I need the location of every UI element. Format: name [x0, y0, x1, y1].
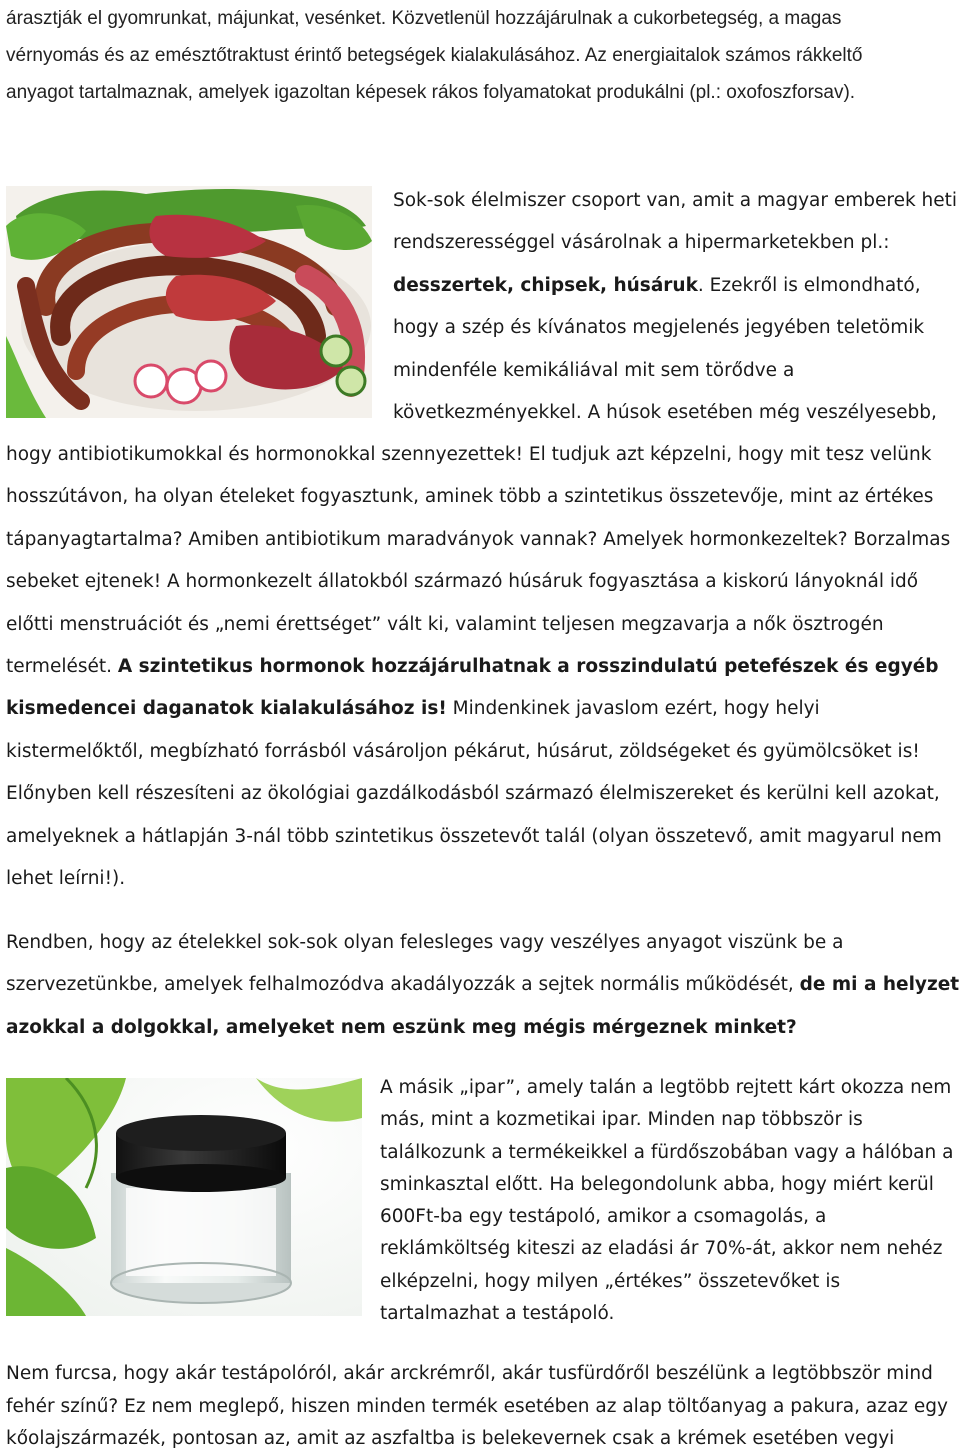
top-paragraph: [6, 0, 956, 111]
food-intro-bold: desszertek, chipsek, húsáruk: [393, 274, 698, 296]
meat-platter-image: [6, 186, 372, 418]
food-body-bold: A szintetikus hormonok hozzájárulhatnak a rosszindulatú petefészek és egyéb kismedencei daganatok kialakulásához is!: [6, 656, 939, 720]
top-line-1: árasztják el gyomrunkat, májunkat, vesénket. Közvetlenül hozzájárulnak a cukorbetegség, a magas: [6, 8, 842, 29]
top-line-2: vérnyomás és az emésztőtraktust érintő betegségek kialakulásához. Az energiaitalok számos rákkeltő: [6, 45, 863, 66]
last-paragraph: Nem furcsa, hogy akár testápolóról, akár arckrémről, akár tusfürdőről beszélünk a legtöbbször mind fehér színű? Ez nem meglepő, hiszen minden termék esetében az alap töltőanyag a pakura, azaz egy kőolajszármazék, pontosan az, amit az aszfaltba is belekevernek csak a krémek esetében vegyi: [6, 1363, 948, 1449]
top-line-3: anyagot tartalmaznak, amelyek igazoltan képesek rákos folyamatokat produkálni (pl.: oxofoszforsav).: [6, 82, 856, 103]
transition-bold: de mi a helyzet azokkal a dolgokkal, amelyeket nem eszünk meg mégis mérgeznek minket?: [6, 974, 960, 1038]
food-body-text-2: Mindenkinek javaslom ezért, hogy helyi kistermelőktől, megbízható forrásból vásároljon pékárut, húsárut, zöldségeket és gyümölcsöket is! Előnyben kell részesíteni az ökológiai gazdálkodásból származó élelmiszereket és kerülni kell azokat, amelyeknek a hátlapján 3-nál több szintetikus összetevőt talál (olyan összetevő, amit magyarul nem lehet leírni!).: [6, 698, 942, 890]
cream-jar-image: [6, 1078, 362, 1316]
food-body-text-1: hogy antibiotikumokkal és hormonokkal szennyezettek! El tudjuk azt képzelni, hogy mit tesz velünk hosszútávon, ha olyan ételeket fogyasztunk, aminek több a szintetikus összetevője, mint az értékes tápanyagtartalma? Amiben antibiotikum maradványok vannak? Amelyek hormonkezeltek? Borzalmas sebeket ejtenek! A hormonkezelt állatokból származó húsáruk fogyasztása a kiskorú lányoknál idő előtti menstruációt és „nemi érettséget” vált ki, valamint teljesen megzavarja a nők ösztrogén termelését.: [6, 444, 951, 678]
food-intro-paragraph: [393, 180, 960, 434]
food-body-paragraph: [6, 434, 960, 900]
cosmetics-paragraph: A másik „ipar”, amely talán a legtöbb rejtett kárt okozza nem más, mint a kozmetikai ipar. Minden nap többször is találkozunk a termékeikkel a fürdőszobában vagy a hálóban a sminkasztal előtt. Ha belegondolunk abba, hogy miért kerül 600Ft-ba egy testápoló, amikor a csomagolás, a reklámköltség kiteszi az eladási ár 70%-át, akkor nem nehéz elképzelni, hogy milyen „értékes” összetevőket is tartalmazhat a testápoló.: [380, 1077, 954, 1325]
transition-text: Rendben, hogy az ételekkel sok-sok olyan felesleges vagy veszélyes anyagot viszünk be a szervezetünkbe, amelyek felhalmozódva akadályozzák a sejtek normális működését,: [6, 932, 844, 996]
food-intro-text-2: . Ezekről is elmondható, hogy a szép és kívánatos megjelenés jegyében teletömik mindenféle kemikáliával mit sem törődve a következményekkel. A húsok esetében még veszélyesebb,: [393, 274, 937, 424]
transition-paragraph: [6, 922, 960, 1049]
food-intro-text-1: Sok-sok élelmiszer csoport van, amit a magyar emberek heti rendszerességgel vásárolnak a hipermarketekben pl.:: [393, 190, 958, 254]
